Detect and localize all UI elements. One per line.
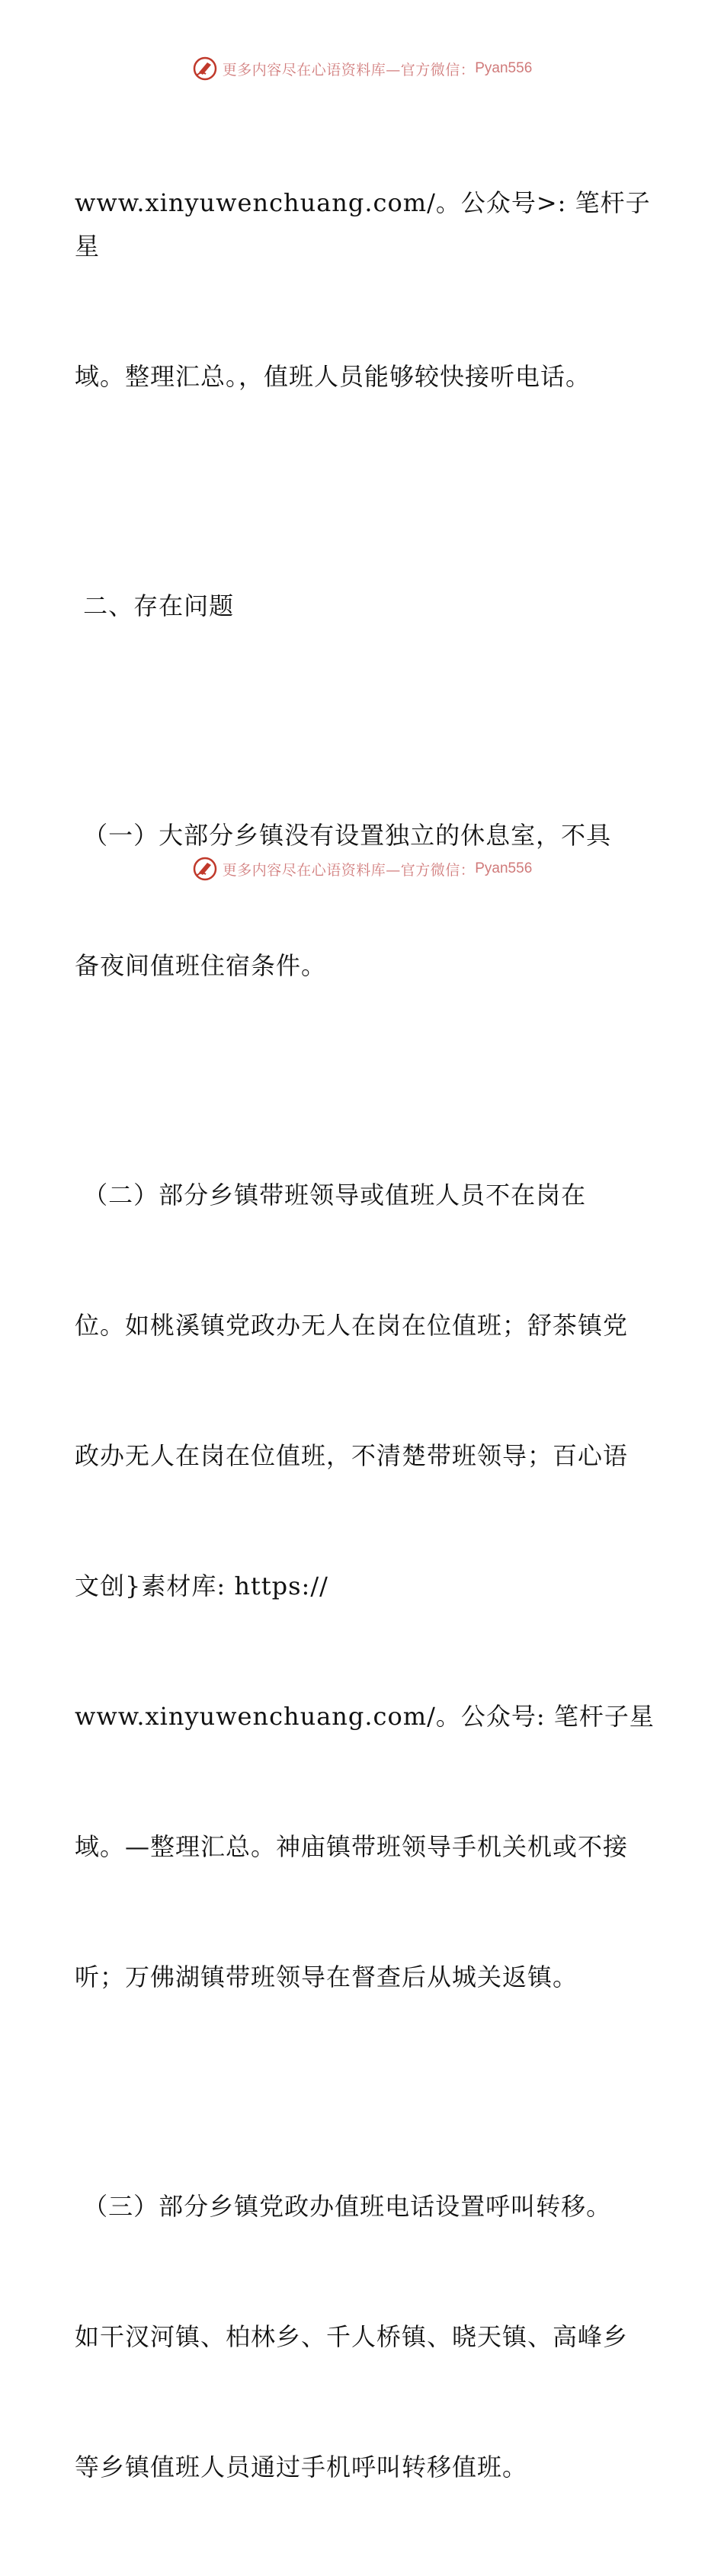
paragraph-item-2 [75,1087,662,2086]
text-line: 听；万佛湖镇带班领导在督查后从城关返镇。 [75,1962,578,1991]
brand-logo-icon [192,856,218,882]
header-banner-text: 更多内容尽在心语资料库—官方微信： [222,61,476,78]
text-line: 二、存在问题 [75,591,235,620]
text-line: 如干汊河镇、柏林乡、千人桥镇、晓天镇、高峰乡 [75,2322,629,2351]
footer-banner-text: 更多内容尽在心语资料库—官方微信： [222,861,476,879]
header-banner-id: Pyan556 [475,60,533,76]
text-line: 域。整理汇总。，值班人员能够较快接听电话。 [75,362,591,391]
paragraph-1 [75,95,662,485]
header-banner [0,53,724,84]
footer-banner-id: Pyan556 [475,860,533,876]
text-line: （二）部分乡镇带班领导或值班人员不在岗在 [75,1181,587,1210]
paragraph-item-3 [75,2098,662,2576]
text-line: 域。—整理汇总。神庙镇带班领导手机关机或不接 [75,1832,629,1861]
text-line: 政办无人在岗在位值班，不清楚带班领导；百心语 [75,1441,629,1470]
text-line: 等乡镇值班人员通过手机呼叫转移值班。 [75,2453,528,2481]
footer-banner [0,854,724,884]
text-line: （三）部分乡镇党政办值班电话设置呼叫转移。 [75,2192,612,2221]
text-line: （一）大部分乡镇没有设置独立的休息室，不具 [75,821,612,850]
section-heading [75,498,662,715]
text-line: 位。如桃溪镇党政办无人在岗在位值班；舒茶镇党 [75,1311,629,1340]
text-line: www.xinyuwenchuang.com/。公众号: 笔杆子星 [75,1702,655,1731]
document-body [75,95,662,2576]
paragraph-item-1 [75,727,662,1075]
text-line: 文创}素材库: https:// [75,1572,328,1600]
brand-logo-icon [192,56,218,82]
text-line: www.xinyuwenchuang.com/。公众号>: 笔杆子星 [75,188,651,261]
text-line: 备夜间值班住宿条件。 [75,951,327,980]
